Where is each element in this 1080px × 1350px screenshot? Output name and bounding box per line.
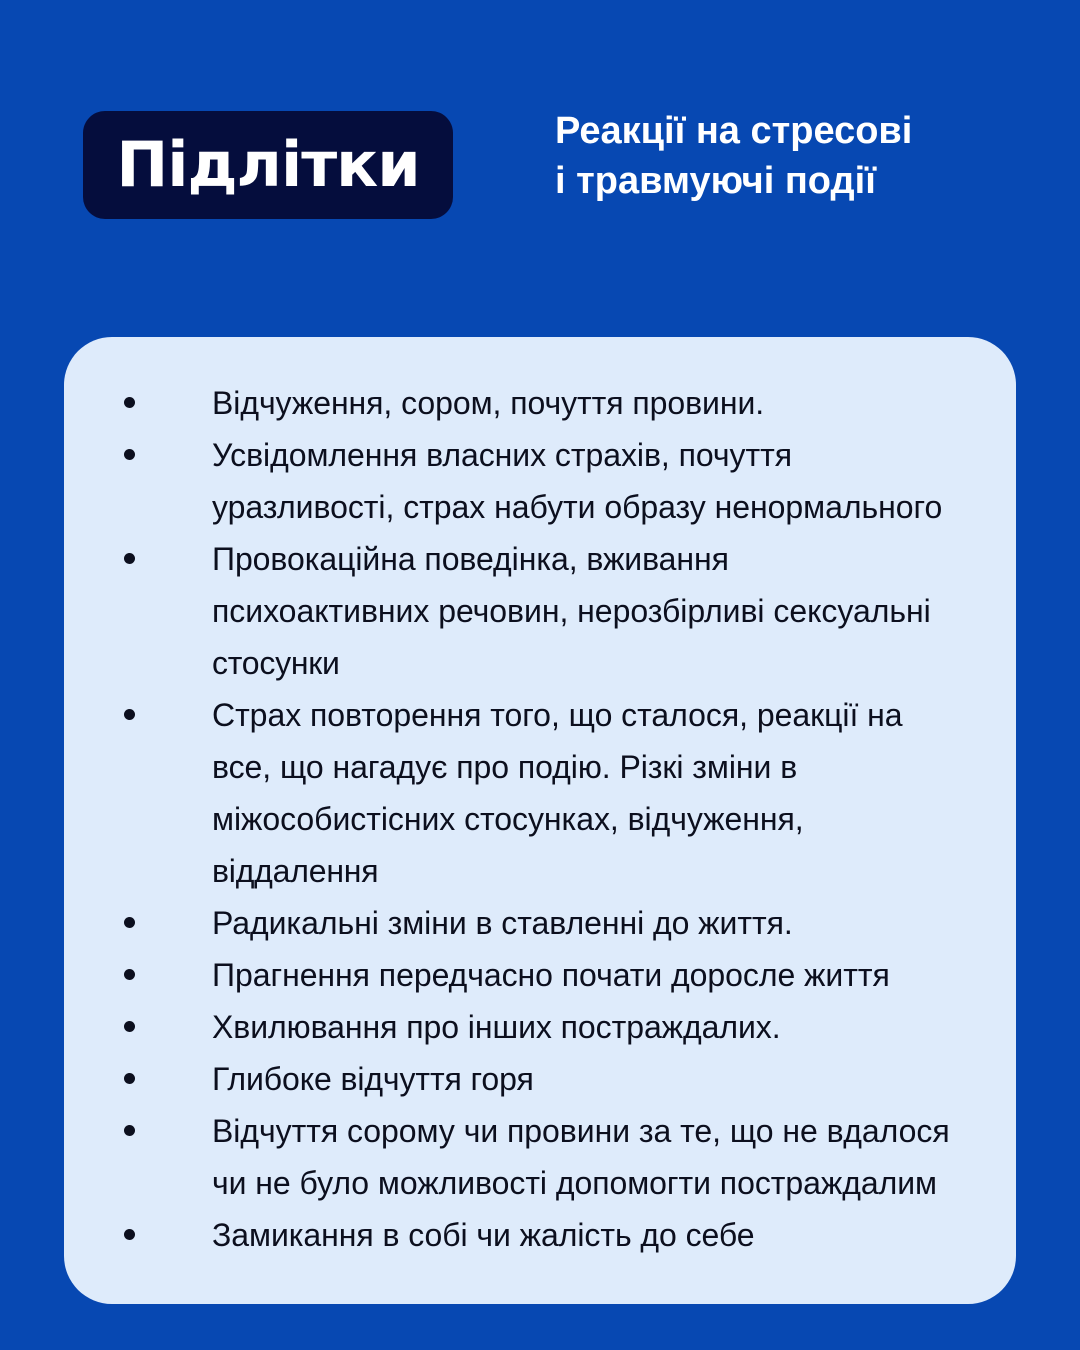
bullet-icon: [124, 449, 135, 460]
subtitle-line: Реакції на стресові: [555, 110, 913, 152]
list-item: [124, 1053, 1004, 1105]
list-item: [124, 429, 1004, 533]
list-item-text: все, що нагадує про подію. Різкі зміни в: [212, 749, 798, 785]
bullet-icon: [124, 917, 135, 928]
list-item-text: віддалення: [212, 853, 379, 889]
list-item-text: Глибоке відчуття горя: [212, 1061, 534, 1097]
list-item: [124, 949, 1004, 1001]
bullet-icon: [124, 1021, 135, 1032]
bullet-icon: [124, 1125, 135, 1136]
slide-subtitle: [555, 106, 1035, 206]
list-item: [124, 377, 1004, 429]
bullet-icon: [124, 969, 135, 980]
bullet-icon: [124, 1073, 135, 1084]
bullet-icon: [124, 397, 135, 408]
list-item: [124, 897, 1004, 949]
list-item: [124, 1001, 1004, 1053]
list-item-text: Прагнення передчасно почати доросле життя: [212, 957, 890, 993]
list-item-text: стосунки: [212, 645, 340, 681]
badge-label: Підлітки: [116, 128, 420, 201]
subtitle-line: і травмуючі події: [555, 160, 876, 202]
list-item: [124, 1105, 1004, 1209]
list-item: [124, 689, 1004, 897]
list-item: [124, 533, 1004, 689]
reactions-list: [124, 377, 1004, 1261]
list-item-text: Радикальні зміни в ставленні до життя.: [212, 905, 793, 941]
list-item-text: Хвилювання про інших постраждалих.: [212, 1009, 781, 1045]
list-item-text: уразливості, страх набути образу ненормального: [212, 489, 943, 525]
list-item-text: Відчуття сорому чи провини за те, що не вдалося: [212, 1113, 950, 1149]
list-item: [124, 1209, 1004, 1261]
bullet-icon: [124, 1229, 135, 1240]
list-item-text: психоактивних речовин, нерозбірливі сексуальні: [212, 593, 931, 629]
bullet-icon: [124, 553, 135, 564]
audience-badge: [83, 111, 453, 219]
list-item-text: Провокаційна поведінка, вживання: [212, 541, 729, 577]
list-item-text: міжособистісних стосунках, відчуження,: [212, 801, 804, 837]
list-item-text: Усвідомлення власних страхів, почуття: [212, 437, 792, 473]
reactions-card: [64, 337, 1016, 1304]
bullet-icon: [124, 709, 135, 720]
list-item-text: чи не було можливості допомогти постраждалим: [212, 1165, 938, 1201]
list-item-text: Страх повторення того, що сталося, реакції на: [212, 697, 903, 733]
list-item-text: Відчуження, сором, почуття провини.: [212, 385, 765, 421]
list-item-text: Замикання в собі чи жалість до себе: [212, 1217, 755, 1253]
